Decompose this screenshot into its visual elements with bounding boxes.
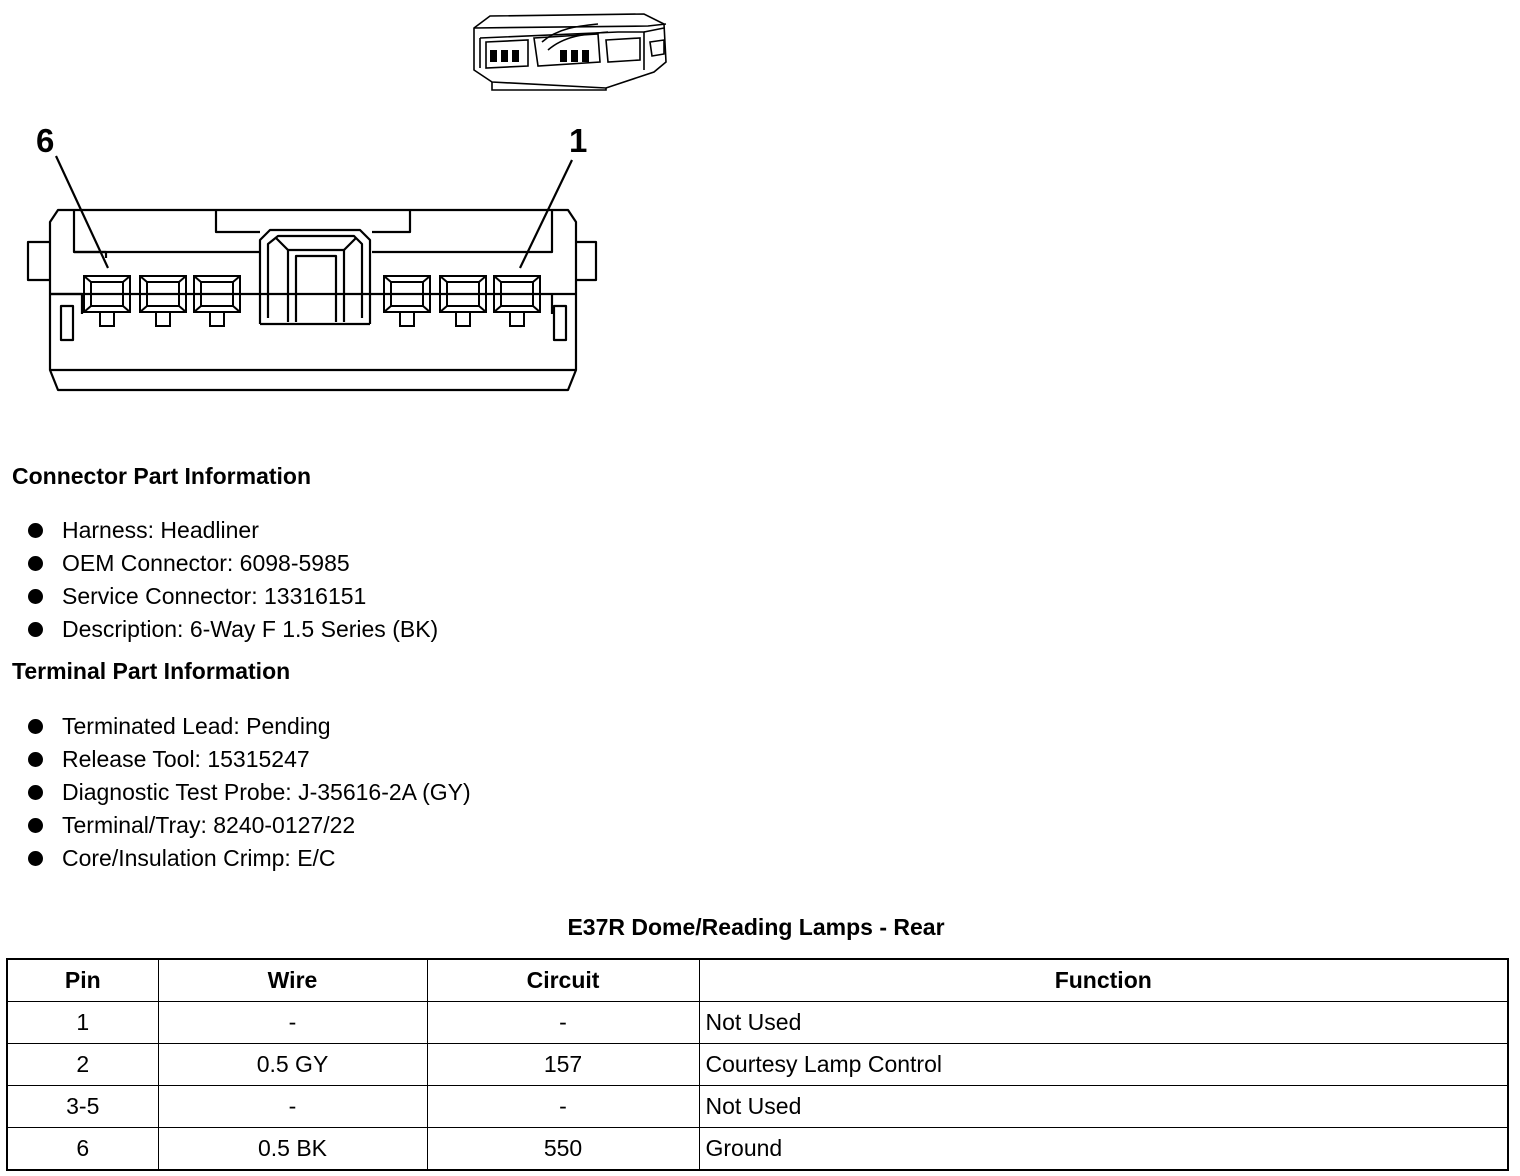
bullet-icon bbox=[28, 752, 43, 767]
cell-function: Ground bbox=[699, 1128, 1508, 1171]
cavity-1 bbox=[494, 276, 540, 326]
connector-thumbnail bbox=[468, 10, 672, 92]
bullet-icon bbox=[28, 622, 43, 637]
cell-circuit: 550 bbox=[427, 1128, 699, 1171]
cell-wire: - bbox=[158, 1002, 427, 1044]
header-circuit: Circuit bbox=[427, 959, 699, 1002]
list-item bbox=[28, 613, 438, 646]
list-item bbox=[28, 710, 471, 743]
cavity-6 bbox=[84, 276, 130, 326]
terminal-info-list bbox=[28, 710, 471, 875]
connector-description: Description: 6-Way F 1.5 Series (BK) bbox=[62, 616, 439, 642]
terminal-tray: Terminal/Tray: 8240-0127/22 bbox=[62, 812, 356, 838]
cavity-3 bbox=[384, 276, 430, 326]
table-header-row bbox=[7, 959, 1508, 1002]
cell-circuit: 157 bbox=[427, 1044, 699, 1086]
cell-circuit: - bbox=[427, 1002, 699, 1044]
cavity-4 bbox=[194, 276, 240, 326]
bullet-icon bbox=[28, 719, 43, 734]
cell-wire: 0.5 GY bbox=[158, 1044, 427, 1086]
bullet-icon bbox=[28, 818, 43, 833]
cavity-2 bbox=[440, 276, 486, 326]
terminated-lead: Terminated Lead: Pending bbox=[62, 713, 331, 739]
list-item bbox=[28, 743, 471, 776]
table-title: E37R Dome/Reading Lamps - Rear bbox=[567, 914, 945, 940]
cell-pin: 3-5 bbox=[7, 1086, 158, 1128]
release-tool: Release Tool: 15315247 bbox=[62, 746, 310, 772]
pin-6-label: 6 bbox=[36, 122, 55, 159]
bullet-icon bbox=[28, 785, 43, 800]
list-item bbox=[28, 547, 438, 580]
list-item bbox=[28, 842, 471, 875]
header-wire: Wire bbox=[158, 959, 427, 1002]
bullet-icon bbox=[28, 556, 43, 571]
connector-face-diagram bbox=[20, 118, 605, 400]
table-row bbox=[7, 1128, 1508, 1171]
cell-wire: 0.5 BK bbox=[158, 1128, 427, 1171]
cell-pin: 1 bbox=[7, 1002, 158, 1044]
header-function: Function bbox=[699, 959, 1508, 1002]
connector-info-list bbox=[28, 514, 438, 646]
header-pin: Pin bbox=[7, 959, 158, 1002]
list-item bbox=[28, 809, 471, 842]
test-probe: Diagnostic Test Probe: J-35616-2A (GY) bbox=[62, 779, 471, 805]
table-row bbox=[7, 1002, 1508, 1044]
connector-service: Service Connector: 13316151 bbox=[62, 583, 367, 609]
cell-circuit: - bbox=[427, 1086, 699, 1128]
cell-function: Not Used bbox=[699, 1086, 1508, 1128]
cell-function: Courtesy Lamp Control bbox=[699, 1044, 1508, 1086]
cell-pin: 2 bbox=[7, 1044, 158, 1086]
pin-1-label: 1 bbox=[569, 122, 588, 159]
pin-table bbox=[6, 958, 1509, 1171]
table-row bbox=[7, 1044, 1508, 1086]
table-row bbox=[7, 1086, 1508, 1128]
list-item bbox=[28, 514, 438, 547]
list-item bbox=[28, 776, 471, 809]
cell-pin: 6 bbox=[7, 1128, 158, 1171]
connector-info-heading: Connector Part Information bbox=[12, 463, 312, 489]
bullet-icon bbox=[28, 523, 43, 538]
cavity-5 bbox=[140, 276, 186, 326]
connector-oem: OEM Connector: 6098-5985 bbox=[62, 550, 350, 576]
crimp: Core/Insulation Crimp: E/C bbox=[62, 845, 336, 871]
connector-harness: Harness: Headliner bbox=[62, 517, 259, 543]
list-item bbox=[28, 580, 438, 613]
cell-wire: - bbox=[158, 1086, 427, 1128]
bullet-icon bbox=[28, 589, 43, 604]
cell-function: Not Used bbox=[699, 1002, 1508, 1044]
terminal-info-heading: Terminal Part Information bbox=[12, 658, 291, 684]
bullet-icon bbox=[28, 851, 43, 866]
